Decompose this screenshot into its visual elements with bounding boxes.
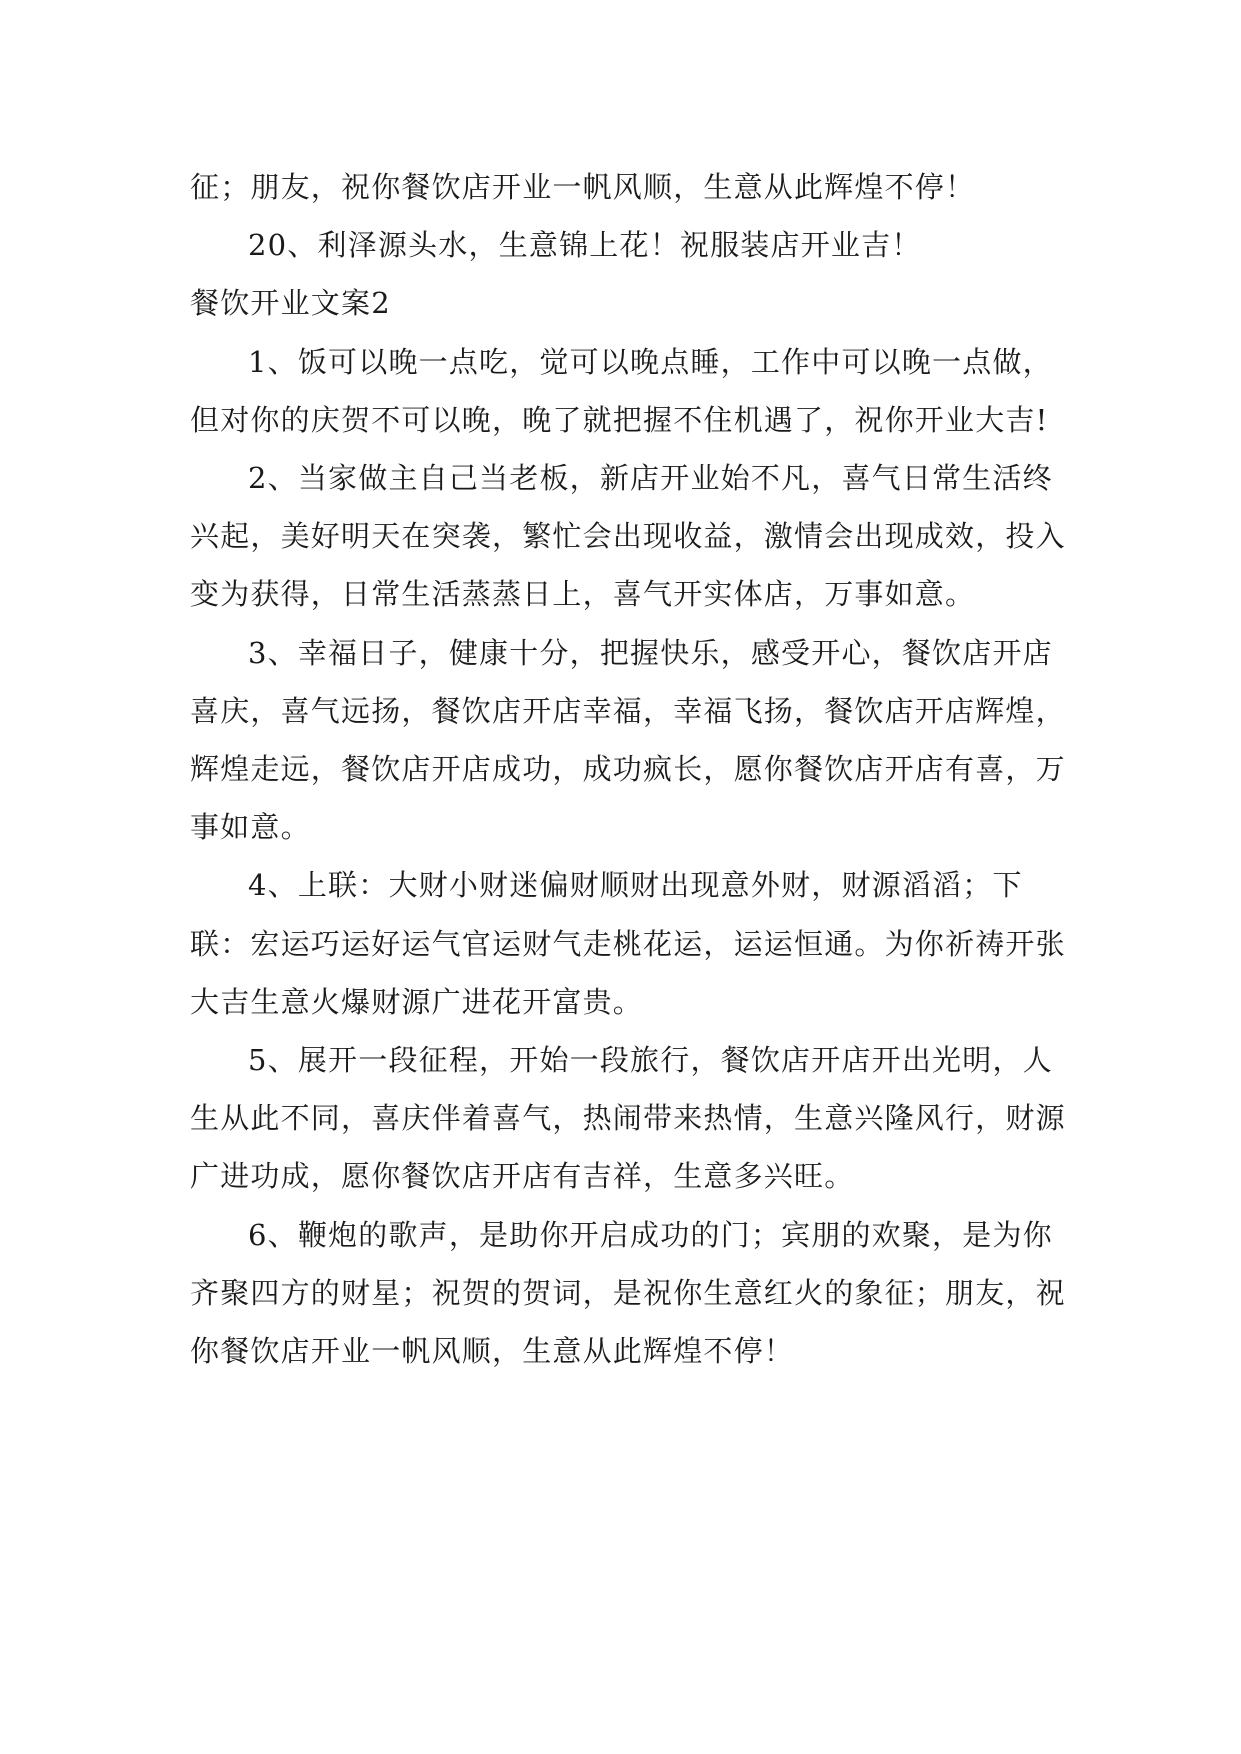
section-title: 餐饮开业文案2 [190, 286, 391, 321]
list-item: 6、鞭炮的歌声，是助你开启成功的门；宾朋的欢聚，是为你齐聚四方的财星；祝贺的贺词，是祝你生意红火的象征；朋友，祝你餐饮店开业一帆风顺，生意从此辉煌不停！ [190, 1217, 1066, 1369]
list-item: 5、展开一段征程，开始一段旅行，餐饮店开店开出光明，人生从此不同，喜庆伴着喜气，热闹带来热情，生意兴隆风行，财源广进功成，愿你餐饮店开店有吉祥，生意多兴旺。 [190, 1043, 1066, 1194]
item-20-paragraph: 20、利泽源头水，生意锦上花！祝服装店开业吉！ [248, 228, 922, 263]
continuation-paragraph: 征；朋友，祝你餐饮店开业一帆风顺，生意从此辉煌不停！ [190, 170, 976, 204]
list-item: 2、当家做主自己当老板，新店开业始不凡，喜气日常生活终兴起，美好明天在突袭，繁忙会出现收益，激情会出现成效，投入变为获得，日常生活蒸蒸日上，喜气开实体店，万事如意。 [190, 461, 1066, 612]
list-item: 4、上联：大财小财迷偏财顺财出现意外财，财源滔滔；下联：宏运巧运好运气官运财气走桃花运，运运恒通。为你祈祷开张大吉生意火爆财源广进花开富贵。 [190, 868, 1066, 1019]
list-item: 3、幸福日子，健康十分，把握快乐，感受开心，餐饮店开店喜庆，喜气远扬，餐饮店开店幸福，幸福飞扬，餐饮店开店辉煌，辉煌走远，餐饮店开店成功，成功疯长，愿你餐饮店开店有喜，万事如意。 [190, 635, 1066, 845]
list-item: 1、饭可以晚一点吃，觉可以晚点睡，工作中可以晚一点做，但对你的庆贺不可以晚，晚了就把握不住机遇了，祝你开业大吉! [190, 344, 1053, 437]
document-body [190, 158, 1070, 1380]
